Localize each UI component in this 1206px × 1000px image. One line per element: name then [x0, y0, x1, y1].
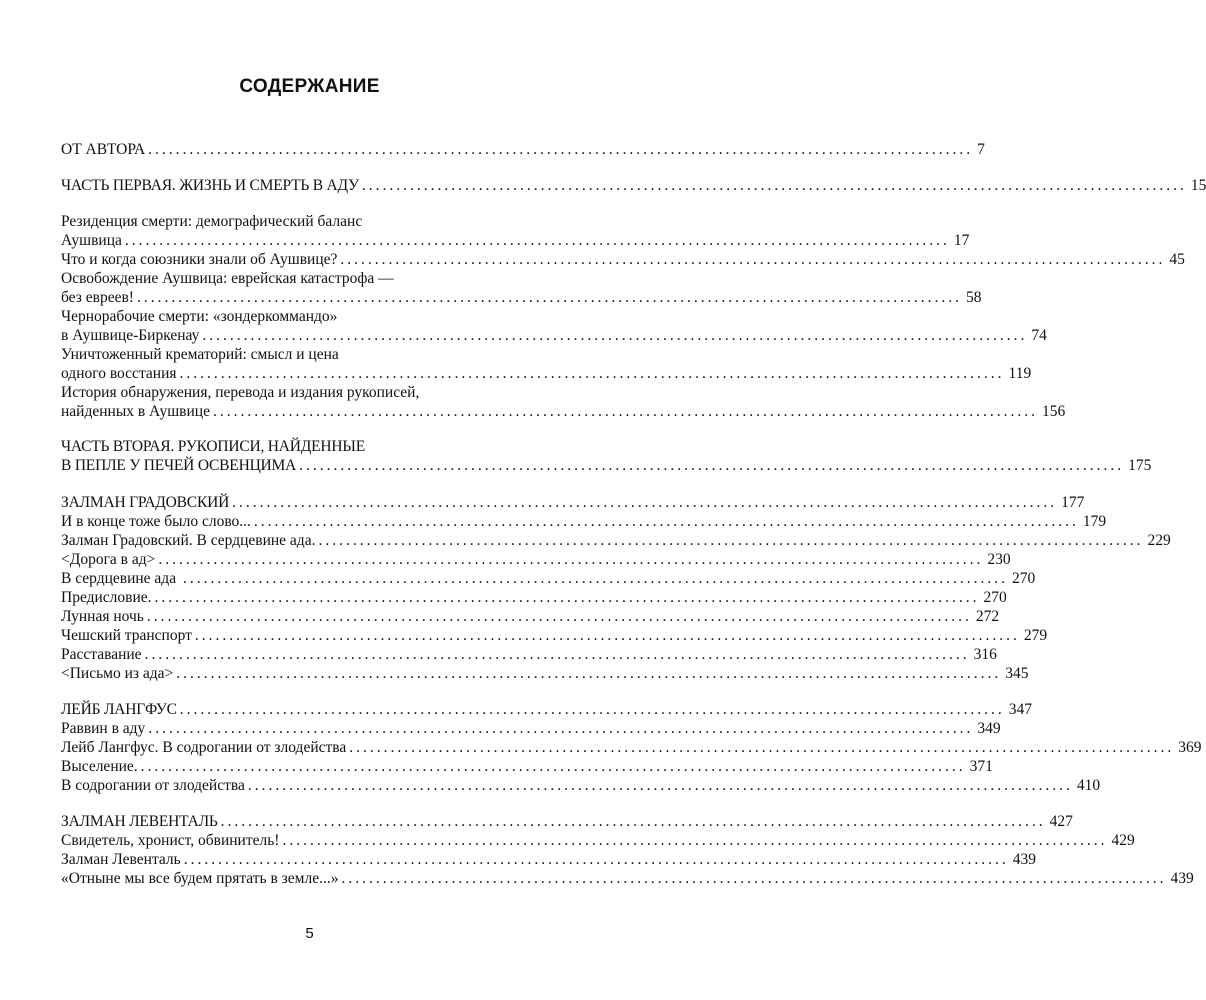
- dot-leader: ........................................................................................................................: [158, 551, 984, 568]
- toc-entry: [61, 757, 993, 777]
- toc-entry: [61, 776, 1101, 796]
- dot-leader: ........................................................................................................................: [140, 758, 966, 775]
- dot-leader: ........................................................................................................................: [299, 457, 1125, 474]
- dot-leader: ........................................................................................................................: [349, 739, 1175, 756]
- toc-entry-page: 439: [1012, 851, 1036, 868]
- toc-entry-line: [61, 383, 521, 403]
- toc-entry-text: Что и когда союзники знали об Аушвице?: [61, 251, 338, 268]
- toc-entry-text: Чешский транспорт: [61, 627, 192, 644]
- toc-entry-page: 230: [987, 551, 1011, 568]
- toc-entry-page: 316: [973, 646, 997, 663]
- toc-entry-text: Свидетель, хронист, обвинитель!: [61, 832, 280, 849]
- toc-entry-text: Предисловие.: [61, 589, 152, 606]
- toc-entry: [61, 364, 1032, 384]
- page-number: 5: [305, 925, 314, 942]
- toc-entry-text: <Дорога в ад>: [61, 551, 156, 568]
- toc-entry-page: 179: [1082, 513, 1107, 530]
- dot-leader: ........................................................................................................................: [220, 813, 1046, 830]
- dot-leader: ........................................................................................................................: [318, 532, 1144, 549]
- toc-entry-text: История обнаружения, перевода и издания рукописей,: [61, 384, 420, 401]
- toc-entry-page: 74: [1031, 327, 1047, 344]
- toc-entry-line: [61, 437, 521, 457]
- dot-leader: ........................................................................................................................: [179, 701, 1005, 718]
- toc-title: СОДЕРЖАНИЕ: [239, 76, 380, 97]
- toc-entry-text: ЛЕЙБ ЛАНГФУС: [61, 701, 177, 718]
- toc-entry: [61, 456, 1152, 476]
- toc-entry: [61, 250, 1185, 270]
- toc-entry-page: 347: [1008, 701, 1033, 718]
- toc-entry-page: 371: [969, 758, 993, 775]
- dot-leader: ........................................................................................................................: [183, 851, 1009, 868]
- toc-entry-page: 410: [1076, 777, 1101, 794]
- toc-entry: [61, 831, 1135, 851]
- toc-entry-text: В содрогании от злодейства: [61, 777, 245, 794]
- toc-entry: [61, 176, 1206, 196]
- toc-entry-text: ЧАСТЬ ПЕРВАЯ. ЖИЗНЬ И СМЕРТЬ В АДУ: [61, 177, 359, 194]
- toc-entry-page: 156: [1041, 403, 1066, 420]
- dot-leader: ........................................................................................................................: [340, 251, 1166, 268]
- toc-entry: [61, 719, 1001, 739]
- toc-entry: [61, 607, 1000, 627]
- toc-entry-text: Залман Левенталь: [61, 851, 181, 868]
- toc-entry: [61, 850, 1036, 870]
- toc-entry-text: без евреев!: [61, 289, 134, 306]
- toc-entry-text: <Письмо из ада>: [61, 665, 174, 682]
- toc-entry-page: 119: [1008, 365, 1032, 382]
- toc-entry-page: 58: [965, 289, 982, 306]
- toc-entry: [61, 812, 1073, 832]
- toc-entry-text: И в конце тоже было слово...: [61, 513, 251, 530]
- dot-leader: ........................................................................................................................: [361, 177, 1187, 194]
- toc-entry-page: 369: [1178, 739, 1202, 756]
- toc-entry-text: Лунная ночь: [61, 608, 144, 625]
- toc-entry: [61, 664, 1029, 684]
- toc-entry-page: 17: [953, 232, 970, 249]
- toc-entry-page: 272: [975, 608, 1000, 625]
- toc-entry-text: Освобождение Аушвица: еврейская катастрофа —: [61, 270, 394, 287]
- dot-leader: ........................................................................................................................: [253, 513, 1079, 530]
- toc-entry-text: Раввин в аду: [61, 720, 146, 737]
- toc-entry-text: Аушвица: [61, 232, 122, 249]
- dot-leader: ........................................................................................................................: [282, 832, 1108, 849]
- dot-leader: ........................................................................................................................: [212, 403, 1038, 420]
- toc-entry: [61, 493, 1085, 513]
- toc-entry-page: 270: [983, 589, 1007, 606]
- toc-entry-page: 270: [1011, 570, 1036, 587]
- dot-leader: ........................................................................................................................: [124, 232, 950, 249]
- toc-entry-text: в Аушвице-Биркенау: [61, 327, 200, 344]
- toc-entry: [61, 626, 1048, 646]
- toc-entry-page: 439: [1170, 870, 1194, 887]
- dot-leader: ........................................................................................................................: [179, 365, 1005, 382]
- toc-entry-text: Лейб Лангфус. В содрогании от злодейства: [61, 739, 347, 756]
- toc-entry-page: 429: [1111, 832, 1135, 849]
- toc-entry-page: 177: [1061, 494, 1085, 511]
- toc-entry: [61, 645, 997, 665]
- dot-leader: ........................................................................................................................: [202, 327, 1028, 344]
- toc-entry-line: [61, 345, 521, 365]
- toc-entry-text: Уничтоженный крематорий: смысл и цена: [61, 346, 339, 363]
- toc-entry-page: 15: [1190, 177, 1206, 194]
- toc-entry: [61, 588, 1007, 608]
- dot-leader: ........................................................................................................................: [176, 665, 1002, 682]
- toc-entry-text: ОТ АВТОРА: [61, 141, 146, 158]
- toc-entry-text: Чернорабочие смерти: «зондеркоммандо»: [61, 308, 338, 325]
- toc-entry-text: Залман Градовский. В сердцевине ада.: [61, 532, 316, 549]
- toc-entry: [61, 402, 1066, 422]
- toc-entry: [61, 531, 1171, 551]
- toc-entry: [61, 550, 1011, 570]
- dot-leader: ........................................................................................................................: [232, 494, 1058, 511]
- toc-entry-text: найденных в Аушвице: [61, 403, 210, 420]
- dot-leader: ........................................................................................................................: [136, 289, 962, 306]
- dot-leader: ........................................................................................................................: [148, 141, 974, 158]
- toc-entry: [61, 140, 985, 160]
- dot-leader: ........................................................................................................................: [154, 589, 980, 606]
- toc-entry: [61, 326, 1047, 346]
- toc-entry-text: Резиденция смерти: демографический баланс: [61, 213, 363, 230]
- dot-leader: ........................................................................................................................: [146, 608, 972, 625]
- toc-entry-line: [61, 212, 521, 232]
- toc-entry-page: 349: [977, 720, 1001, 737]
- toc-entry: [61, 700, 1033, 720]
- dot-leader: ........................................................................................................................: [144, 646, 970, 663]
- toc-entry-text: одного восстания: [61, 365, 177, 382]
- toc-entry-page: 279: [1023, 627, 1048, 644]
- toc-entry-page: 45: [1169, 251, 1185, 268]
- toc-entry: [61, 869, 1194, 889]
- toc-entry: [61, 569, 1036, 589]
- dot-leader: ........................................................................................................................: [182, 570, 1008, 587]
- toc-entry-page: 175: [1128, 457, 1152, 474]
- toc-entry-text: Выселение.: [61, 758, 138, 775]
- dot-leader: ........................................................................................................................: [194, 627, 1020, 644]
- toc-entry-text: В ПЕПЛЕ У ПЕЧЕЙ ОСВЕНЦИМА: [61, 457, 297, 474]
- toc-entry-page: 229: [1147, 532, 1171, 549]
- toc-entry-page: 427: [1049, 813, 1073, 830]
- toc-entry: [61, 738, 1202, 758]
- toc-entry-page: 7: [977, 141, 985, 158]
- toc-entry-line: [61, 307, 521, 327]
- dot-leader: ........................................................................................................................: [148, 720, 974, 737]
- toc-entry: [61, 288, 982, 308]
- toc-entry-text: ЧАСТЬ ВТОРАЯ. РУКОПИСИ, НАЙДЕННЫЕ: [61, 438, 366, 455]
- toc-entry: [61, 512, 1107, 532]
- dot-leader: ........................................................................................................................: [341, 870, 1167, 887]
- toc-entry-text: «Отныне мы все будем прятать в земле...»: [61, 870, 339, 887]
- toc-entry-page: 345: [1005, 665, 1029, 682]
- dot-leader: ........................................................................................................................: [247, 777, 1073, 794]
- toc-entry: [61, 231, 970, 251]
- toc-entry-line: [61, 269, 521, 289]
- toc-entry-text: ЗАЛМАН ГРАДОВСКИЙ: [61, 494, 230, 511]
- toc-entry-text: ЗАЛМАН ЛЕВЕНТАЛЬ: [61, 813, 218, 830]
- toc-entry-text: В сердцевине ада: [61, 570, 180, 587]
- toc-entry-text: Расставание: [61, 646, 142, 663]
